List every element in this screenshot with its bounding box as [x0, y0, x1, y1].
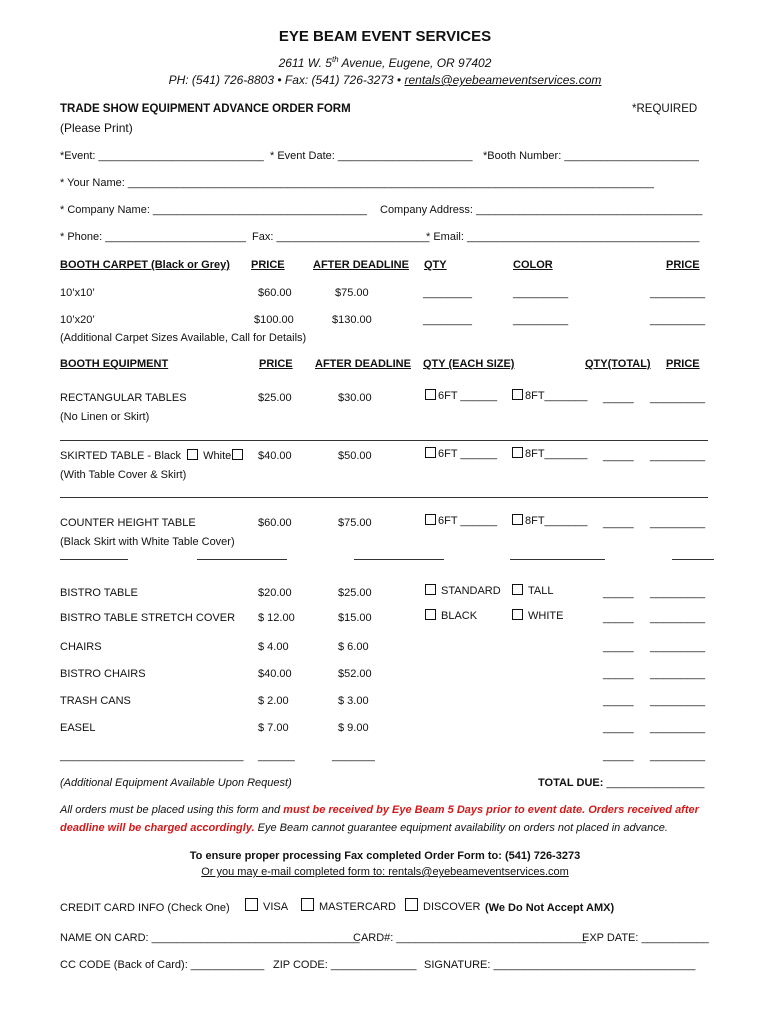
trash-cans-price: $ 2.00 [258, 695, 289, 707]
carpet-row-price: $100.00 [254, 314, 294, 326]
checkbox-icon[interactable] [512, 447, 523, 458]
chairs-price: $ 4.00 [258, 641, 289, 653]
skirted-table-price: $40.00 [258, 450, 292, 462]
cc-code-field[interactable]: CC CODE (Back of Card): ____________ [60, 959, 265, 971]
exp-date-field[interactable]: EXP DATE: ___________ [582, 932, 709, 944]
checkbox-icon[interactable] [405, 898, 418, 911]
fax-instructions: To ensure proper processing Fax completed Order Form to: (541) 726-3273 [189, 850, 581, 862]
checkbox-icon[interactable] [245, 898, 258, 911]
skirt-8ft-option[interactable]: 8FT_______ [512, 447, 587, 461]
checkbox-icon[interactable] [512, 584, 523, 595]
zip-code-field[interactable]: ZIP CODE: ______________ [273, 959, 417, 971]
bistro-cover-label: BISTRO TABLE STRETCH COVER [60, 612, 236, 624]
fax-field[interactable]: Fax: _________________________ [252, 231, 430, 243]
signature-field[interactable]: SIGNATURE: _________________________________ [424, 959, 696, 971]
required-note: *REQUIRED [632, 103, 698, 115]
equipment-header-item: BOOTH EQUIPMENT [60, 358, 169, 370]
company-address: 2611 W. 5th Avenue, Eugene, OR 97402 [278, 55, 492, 70]
other-after-field[interactable]: _______ [332, 750, 375, 762]
easel-price: $ 7.00 [258, 722, 289, 734]
bistro-chairs-qty-total[interactable]: _____ [603, 668, 634, 680]
visa-option[interactable]: VISA [245, 898, 288, 914]
total-due[interactable]: TOTAL DUE: ________________ [538, 777, 705, 789]
divider [60, 440, 708, 441]
equipment-header-price2: PRICE [666, 358, 700, 370]
skirted-table-sub: (With Table Cover & Skirt) [60, 469, 187, 481]
bistro-tall-option[interactable]: TALL [512, 584, 553, 598]
carpet-header-price: PRICE [251, 259, 285, 271]
carpet-header-qty: QTY [424, 259, 447, 271]
trash-cans-label: TRASH CANS [60, 695, 131, 707]
bistro-table-label: BISTRO TABLE [60, 587, 138, 599]
checkbox-icon[interactable] [425, 514, 436, 525]
email-link[interactable]: rentals@eyebeameventservices.com [404, 73, 602, 87]
bistro-chairs-price-total[interactable]: _________ [650, 668, 706, 680]
discover-option[interactable]: DISCOVER [405, 898, 480, 914]
chairs-price-total[interactable]: _________ [650, 641, 706, 653]
booth-number-field[interactable]: *Booth Number: ______________________ [483, 150, 699, 162]
carpet-row-color[interactable]: _________ [513, 314, 569, 326]
easel-price-total[interactable]: _________ [650, 722, 706, 734]
checkbox-icon[interactable] [425, 609, 436, 620]
counter-6ft-option[interactable]: 6FT ______ [425, 514, 497, 528]
carpet-header-item: BOOTH CARPET (Black or Grey) [60, 259, 230, 271]
carpet-row-total[interactable]: _________ [650, 287, 706, 299]
carpet-row-after: $130.00 [332, 314, 372, 326]
other-item-field[interactable]: ______________________________ [60, 750, 244, 762]
phone-field[interactable]: * Phone: _______________________ [60, 231, 246, 243]
rect-6ft-option[interactable]: 6FT ______ [425, 389, 497, 403]
carpet-row-price: $60.00 [258, 287, 292, 299]
company-contact: PH: (541) 726-8803 • Fax: (541) 726-3273 • rentals@eyebeameventservices.com [168, 73, 602, 87]
checkbox-icon[interactable] [425, 447, 436, 458]
bistro-chairs-price: $40.00 [258, 668, 292, 680]
bistro-chairs-after: $52.00 [338, 668, 372, 680]
chairs-qty-total[interactable]: _____ [603, 641, 634, 653]
equipment-header-after: AFTER DEADLINE [315, 358, 411, 370]
carpet-header-after: AFTER DEADLINE [313, 259, 409, 271]
counter-table-sub: (Black Skirt with White Table Cover) [60, 536, 235, 548]
email-instructions[interactable]: Or you may e-mail completed form to: rentals@eyebeameventservices.com [201, 866, 569, 878]
divider [672, 559, 714, 560]
rectangular-tables-label: RECTANGULAR TABLES [60, 392, 187, 404]
company-name: EYE BEAM EVENT SERVICES [278, 28, 492, 45]
divider [197, 559, 287, 560]
deadline-note-line1: All orders must be placed using this form and must be received by Eye Beam 5 Days prior to event date. Orders received after [60, 804, 699, 816]
company-name-field[interactable]: * Company Name: ___________________________________ [60, 204, 368, 216]
divider [60, 559, 128, 560]
rectangular-tables-sub: (No Linen or Skirt) [60, 411, 150, 423]
divider [60, 497, 708, 498]
mastercard-option[interactable]: MASTERCARD [301, 898, 396, 914]
carpet-header-color: COLOR [513, 259, 553, 271]
checkbox-icon[interactable] [425, 584, 436, 595]
checkbox-icon[interactable] [512, 609, 523, 620]
bistro-qty-total[interactable]: _____ [603, 587, 634, 599]
deadline-note-line2: deadline will be charged accordingly. Eye Beam cannot guarantee equipment availability on orders not placed in advance. [60, 822, 668, 834]
carpet-note: (Additional Carpet Sizes Available, Call for Details) [60, 332, 307, 344]
bistro-price-total[interactable]: _________ [650, 587, 706, 599]
chairs-after: $ 6.00 [338, 641, 369, 653]
cover-white-option[interactable]: WHITE [512, 609, 563, 623]
checkbox-icon[interactable] [301, 898, 314, 911]
carpet-row-color[interactable]: _________ [513, 287, 569, 299]
carpet-row-after: $75.00 [335, 287, 369, 299]
please-print: (Please Print) [60, 121, 133, 135]
bistro-cover-after: $15.00 [338, 612, 372, 624]
cover-qty-total[interactable]: _____ [603, 612, 634, 624]
checkbox-icon[interactable] [232, 449, 243, 460]
rect-qty-total[interactable]: _____ [603, 392, 634, 404]
form-title: TRADE SHOW EQUIPMENT ADVANCE ORDER FORM [60, 103, 351, 115]
rectangular-tables-after: $30.00 [338, 392, 372, 404]
divider [510, 559, 605, 560]
your-name-field[interactable]: * Your Name: ______________________________________________________________________________________ [60, 177, 654, 189]
other-qty-total[interactable]: _____ [603, 750, 634, 762]
carpet-row-total[interactable]: _________ [650, 314, 706, 326]
carpet-row-item: 10’x20’ [60, 314, 95, 326]
bistro-table-after: $25.00 [338, 587, 372, 599]
carpet-row-qty[interactable]: ________ [423, 314, 472, 326]
checkbox-icon[interactable] [512, 514, 523, 525]
skirt-6ft-option[interactable]: 6FT ______ [425, 447, 497, 461]
counter-table-after: $75.00 [338, 517, 372, 529]
checkbox-icon[interactable] [187, 449, 198, 460]
trash-cans-price-total[interactable]: _________ [650, 695, 706, 707]
equipment-header-qty: QTY (EACH SIZE) [423, 358, 515, 370]
equipment-header-price: PRICE [259, 358, 293, 370]
other-price-total[interactable]: _________ [650, 750, 706, 762]
bistro-table-price: $20.00 [258, 587, 292, 599]
credit-card-label: CREDIT CARD INFO (Check One) [60, 902, 230, 914]
email-field[interactable]: * Email: ______________________________________ [426, 231, 700, 243]
company-address-field[interactable]: Company Address: _____________________________________ [380, 204, 703, 216]
additional-equipment-note: (Additional Equipment Available Upon Request) [60, 777, 292, 789]
divider [354, 559, 444, 560]
event-date-field[interactable]: * Event Date: ______________________ [270, 150, 473, 162]
counter-table-price: $60.00 [258, 517, 292, 529]
card-number-field[interactable]: CARD#: _______________________________ [353, 932, 587, 944]
equipment-header-qty-total: QTY(TOTAL) [585, 358, 651, 370]
easel-label: EASEL [60, 722, 96, 734]
name-on-card-field[interactable]: NAME ON CARD: __________________________________ [60, 932, 360, 944]
trash-cans-after: $ 3.00 [338, 695, 369, 707]
bistro-standard-option[interactable]: STANDARD [425, 584, 501, 598]
chairs-label: CHAIRS [60, 641, 102, 653]
no-amx-note: (We Do Not Accept AMX) [485, 902, 615, 914]
event-field[interactable]: *Event: ___________________________ [60, 150, 264, 162]
bistro-cover-price: $ 12.00 [258, 612, 295, 624]
trash-cans-qty-total[interactable]: _____ [603, 695, 634, 707]
other-price-field[interactable]: ______ [258, 750, 295, 762]
cover-black-option[interactable]: BLACK [425, 609, 477, 623]
bistro-chairs-label: BISTRO CHAIRS [60, 668, 146, 680]
checkbox-icon[interactable] [425, 389, 436, 400]
cover-price-total[interactable]: _________ [650, 612, 706, 624]
counter-table-label: COUNTER HEIGHT TABLE [60, 517, 196, 529]
counter-8ft-option[interactable]: 8FT_______ [512, 514, 587, 528]
counter-qty-total[interactable]: _____ [603, 517, 634, 529]
carpet-header-price2: PRICE [666, 259, 700, 271]
checkbox-icon[interactable] [512, 389, 523, 400]
skirted-table-after: $50.00 [338, 450, 372, 462]
carpet-row-qty[interactable]: ________ [423, 287, 472, 299]
rectangular-tables-price: $25.00 [258, 392, 292, 404]
rect-price-total[interactable]: _________ [650, 392, 706, 404]
counter-price-total[interactable]: _________ [650, 517, 706, 529]
skirt-price-total[interactable]: _________ [650, 450, 706, 462]
carpet-row-item: 10’x10’ [60, 287, 95, 299]
skirted-table-label: SKIRTED TABLE - Black White [60, 449, 245, 463]
easel-after: $ 9.00 [338, 722, 369, 734]
skirt-qty-total[interactable]: _____ [603, 450, 634, 462]
rect-8ft-option[interactable]: 8FT_______ [512, 389, 587, 403]
easel-qty-total[interactable]: _____ [603, 722, 634, 734]
